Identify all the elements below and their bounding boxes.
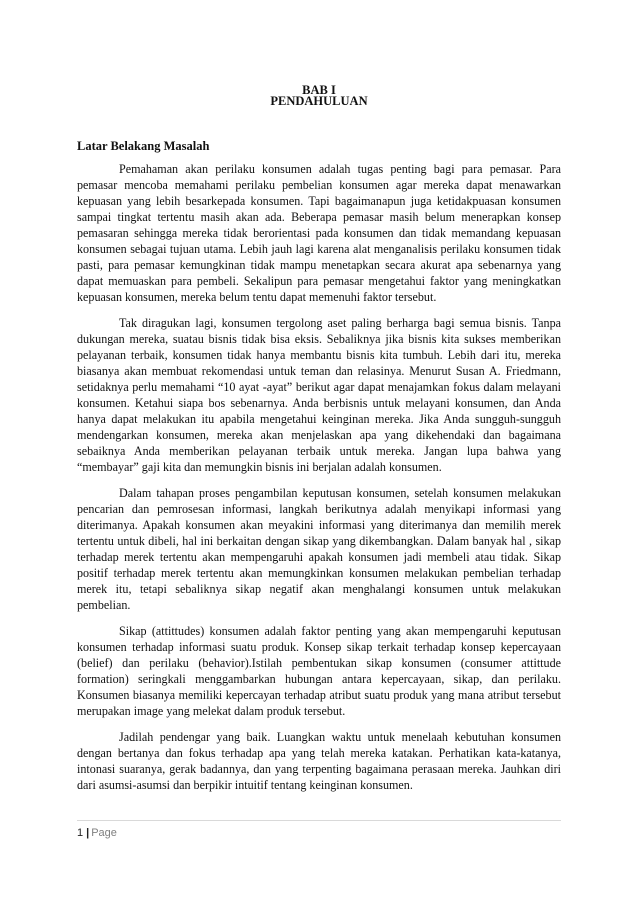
chapter-title: PENDAHULUAN <box>270 94 368 108</box>
paragraph: Pemahaman akan perilaku konsumen adalah tugas penting bagi para pemasar. Para pemasar mencoba memahami perilaku pembelian konsumen agar mereka dapat menawarkan kepuasan yang lebih besarkepada konsumen. Tapi bagaimanapun juga ketidakpuasan konsumen sampai tingkat tertentu masih akan ada. Beberapa pemasar masih belum menerapkan konsep pemasaran sehingga mereka tidak berorientasi pada konsumen dan tidak memandang kepuasan konsumen sebagai tujuan utama. Lebih jauh lagi karena alat menganalisis perilaku konsumen tidak pasti, para pemasar kemungkinan tidak mampu menetapkan secara akurat apa sebenarnya yang dapat memuaskan para pembeli. Sekalipun para pemasar mengetahui faktor yang meningkatkan kepuasan konsumen, mereka belum tentu dapat memenuhi faktor tersebut. <box>77 162 561 304</box>
paragraph: Sikap (attittudes) konsumen adalah faktor penting yang akan mempengaruhi keputusan konsumen terhadap informasi suatu produk. Konsep sikap terkait terhadap konsep kepercayaan (belief) dan perilaku (behavior).Istilah pembentukan sikap konsumen (consumer attittude formation) seringkali menggambarkan hubungan antara kepercayaan, sikap, dan perilaku. Konsumen biasanya memiliki kepercayan terhadap atribut suatu produk yang mana atribut tersebut merupakan image yang melekat dalam produk tersebut. <box>77 624 561 718</box>
paragraph: Jadilah pendengar yang baik. Luangkan waktu untuk menelaah kebutuhan konsumen dengan bertanya dan fokus terhadap apa yang telah mereka katakan. Perhatikan kata-katanya, intonasi suaranya, gerak badannya, dan yang terpenting bagaimana perasaan mereka. Jauhkan diri dari asumsi-asumsi dan berpikir intuitif tentang keinginan konsumen. <box>77 730 561 793</box>
footer-divider <box>77 820 561 821</box>
page-number: 1 <box>77 827 84 839</box>
footer-separator: | <box>86 827 90 839</box>
paragraph: Dalam tahapan proses pengambilan keputusan konsumen, setelah konsumen melakukan pencarian dan pemrosesan informasi, langkah berikutnya adalah menyikapi informasi yang diterimanya. Apakah konsumen akan meyakini informasi yang diterimanya dan memilih merek tertentu untuk dibeli, hal ini berkaitan dengan sikap yang dikembangkan. Dalam banyak hal , sikap terhadap merek tertentu akan mempengaruhi apakah konsumen jadi membeli atau tidak. Sikap positif terhadap merek tertentu akan memungkinkan konsumen melakukan pembelian terhadap merek itu, tetapi sebaliknya sikap negatif akan menghalangi konsumen untuk melakukan pembelian. <box>77 486 561 612</box>
paragraph: Tak diragukan lagi, konsumen tergolong aset paling berharga bagi semua bisnis. Tanpa dukungan mereka, suatau bisnis tidak bisa eksis. Sebaliknya jika bisnis kita sukses memberikan pelayanan terbaik, konsumen tidak hanya membantu bisnis kita tumbuh. Lebih dari itu, mereka biasanya akan membuat rekomendasi untuk teman dan relasinya. Menurut Susan A. Friedmann, setidaknya perlu memahami “10 ayat -ayat” berikut agar dapat menajamkan fokus dalam melayani konsumen. Ketahui siapa bos sebenarnya. Anda berbisnis untuk melayani konsumen, dan Anda hanya dapat melakukan itu apabila mengetahui keinginan mereka. Jika Anda sungguh-sungguh mendengarkan konsumen, mereka akan menjelaskan apa yang dikehendaki dan bagaimana sebaiknya Anda memberikan pelayanan terbaik untuk mereka. Jangan lupa bahwa yang “membayar” gaji kita dan memungkin bisnis ini berjalan adalah konsumen. <box>77 316 561 474</box>
chapter-number: BAB I <box>302 83 336 97</box>
body-text <box>77 162 561 794</box>
section-heading: Latar Belakang Masalah <box>77 139 210 153</box>
page-label: Page <box>91 827 117 839</box>
page-footer <box>77 826 117 840</box>
